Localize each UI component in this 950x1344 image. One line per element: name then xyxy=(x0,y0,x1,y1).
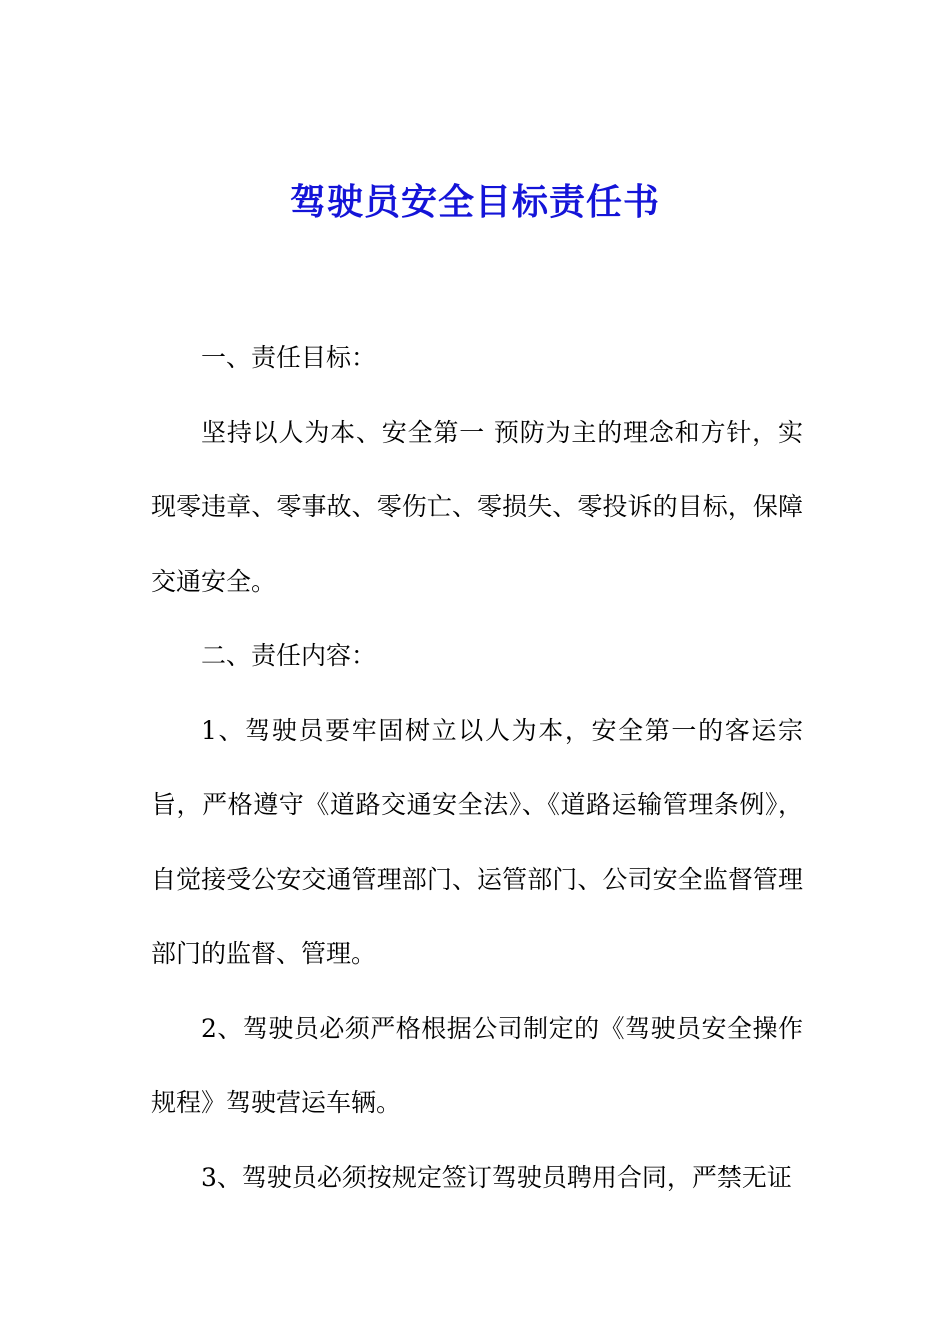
document-title: 驾驶员安全目标责任书 xyxy=(289,181,660,223)
paragraph-item-2: 2、驾驶员必须严格根据公司制定的《驾驶员安全操作规程》驾驶营运车辆。 xyxy=(151,1013,803,1117)
document-body xyxy=(151,321,803,1215)
section-heading-responsibility-goal: 一、责任目标： xyxy=(201,343,377,372)
paragraph-item-3: 3、驾驶员必须按规定签订驾驶员聘用合同，严禁无证 xyxy=(201,1162,792,1192)
paragraph-item-1: 1、驾驶员要牢固树立以人为本，安全第一的客运宗旨，严格遵守《道路交通安全法》、《道路运输管理条例》，自觉接受公安交通管理部门、运管部门、公司安全监督管理部门的监督、管理。 xyxy=(151,715,803,968)
section-heading-responsibility-content: 二、责任内容： xyxy=(201,641,377,670)
paragraph-goal-statement: 坚持以人为本、安全第一 预防为主的理念和方针，实现零违章、零事故、零伤亡、零损失、零投诉的目标，保障交通安全。 xyxy=(151,417,803,596)
